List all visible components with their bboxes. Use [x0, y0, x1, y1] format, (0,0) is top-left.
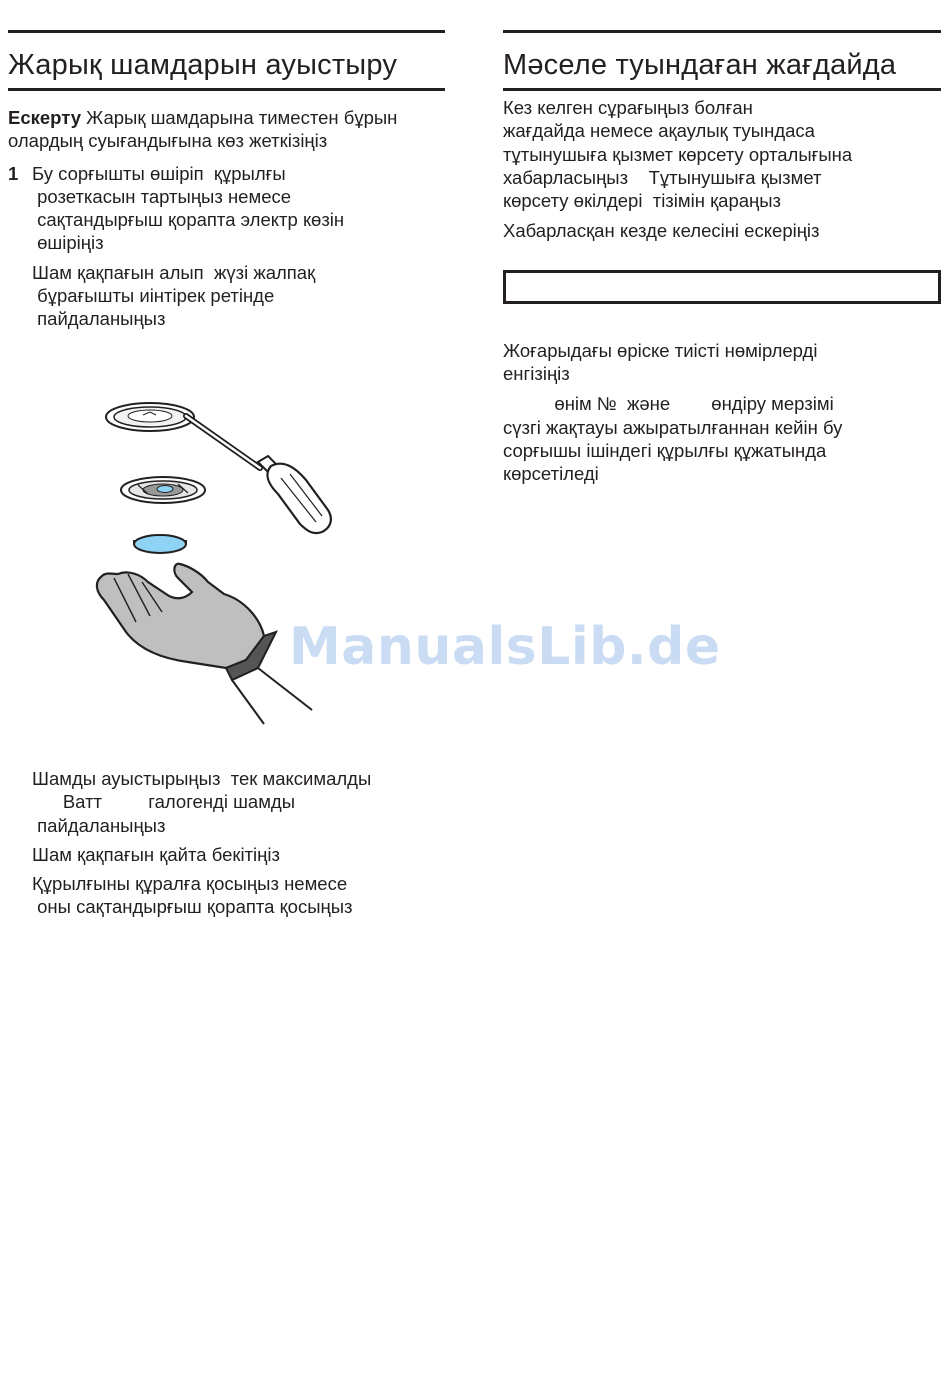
section-title-problem: Мәселе туындаған жағдайда	[503, 33, 941, 91]
lamp-holder	[121, 477, 205, 503]
contact-paragraph: Кез келген сұрағыңыз болған жағдайда немесе ақаулық туындаса тұтынушыға қызмет көрсету орталығына хабарласыңыз Тұтынушыға қызмет көрсету өкілдері тізімін қараңыз	[503, 97, 853, 212]
step-2-text: Шам қақпағын алып жүзі жалпақ бұрағышты иінтірек ретінде пайдаланыңыз	[32, 261, 316, 330]
number-entry-field	[503, 270, 941, 304]
step-5-text: Құрылғыны құралға қосыңыз немесе оны сақтандырғыш қорапта қосыңыз	[32, 873, 353, 918]
steps-continued	[8, 767, 445, 919]
lamp-cover-top	[106, 403, 194, 431]
note-when-contacting: Хабарласқан кезде келесіні ескеріңіз	[503, 220, 820, 242]
enter-numbers-paragraph: Жоғарыдағы өріске тиісті нөмірлерді енгізіңіз	[503, 339, 818, 385]
warning-text: Жарық шамдарына тиместен бұрын олардың суығандығына көз жеткізіңіз	[8, 107, 398, 152]
screwdriver	[186, 416, 331, 533]
left-column	[8, 30, 445, 331]
product-number-paragraph: өнім № және өндіру мерзімі сүзгі жақтауы ажыратылғаннан кейін бу сорғышы ішіндегі құрылғы құжатында көрсетіледі	[503, 393, 843, 485]
step-3-text: Шамды ауыстырыңыз тек максималды Ватт галогенді шамды пайдаланыңыз	[32, 768, 372, 836]
watermark-text: ManualsLib.de	[289, 617, 721, 677]
step-number: 1	[8, 162, 19, 184]
gloved-hand	[97, 564, 312, 724]
step-1	[8, 162, 445, 255]
warning-label: Ескерту	[8, 107, 82, 128]
right-column	[503, 30, 941, 486]
step-1-text: Бу сорғышты өшіріп құрылғы розеткасын тартыңыз немесе сақтандырғыш қорапта электр көзін өшіріңіз	[32, 162, 345, 254]
step-4-text: Шам қақпағын қайта бекітіңіз	[32, 843, 280, 865]
warning-note	[8, 106, 445, 153]
halogen-lamp	[134, 535, 186, 553]
section-title-lamp-replacement: Жарық шамдарын ауыстыру	[8, 33, 445, 91]
